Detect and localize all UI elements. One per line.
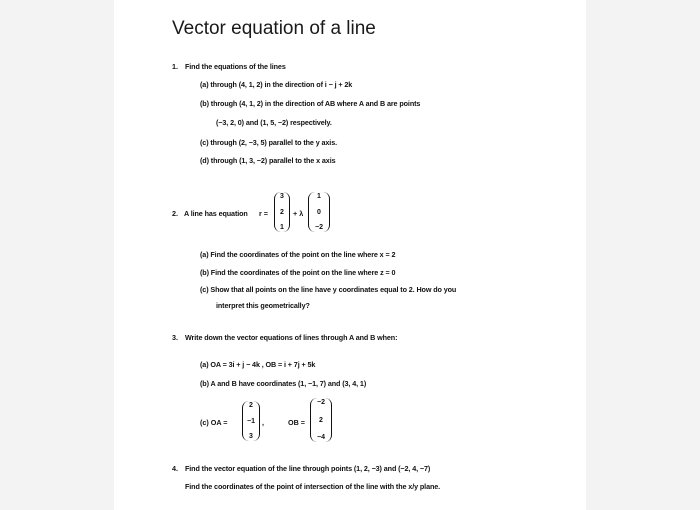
q3-comma: , bbox=[262, 418, 264, 427]
q2-v1-y: 2 bbox=[280, 208, 284, 216]
q2-eq-lhs: r = bbox=[259, 209, 268, 218]
q1-number: 1. bbox=[172, 62, 178, 71]
q4-number: 4. bbox=[172, 464, 178, 473]
q3-part-c-label: (c) OA = bbox=[200, 418, 228, 427]
q2-part-c-cont: interpret this geometrically? bbox=[216, 301, 310, 310]
q1-prompt: Find the equations of the lines bbox=[185, 62, 286, 71]
q3-oa-y: −1 bbox=[247, 417, 255, 425]
q1-part-b: (b) through (4, 1, 2) in the direction of AB where A and B are points bbox=[200, 99, 421, 108]
q2-part-a: (a) Find the coordinates of the point on the line where x = 2 bbox=[200, 250, 396, 259]
q3-oa-vector bbox=[242, 401, 260, 441]
q2-v1-z: 1 bbox=[280, 224, 284, 231]
q2-v1-x: 3 bbox=[280, 193, 284, 200]
q4-line-2: Find the coordinates of the point of intersection of the line with the x/y plane. bbox=[185, 482, 441, 491]
q3-oa-z: 3 bbox=[249, 433, 253, 440]
q2-prompt: A line has equation bbox=[184, 209, 248, 218]
q3-part-a: (a) OA = 3i + j − 4k , OB = i + 7j + 5k bbox=[200, 360, 316, 369]
q3-ob-z: −4 bbox=[317, 434, 325, 441]
q2-part-c: (c) Show that all points on the line have y coordinates equal to 2. How do you bbox=[200, 285, 457, 294]
q2-v2-y: 0 bbox=[317, 208, 321, 216]
q3-ob-y: 2 bbox=[319, 416, 323, 424]
q2-part-b: (b) Find the coordinates of the point on the line where z = 0 bbox=[200, 268, 396, 277]
q3-ob-x: −2 bbox=[317, 399, 325, 406]
q2-v2-x: 1 bbox=[317, 193, 321, 200]
q2-number: 2. bbox=[172, 209, 178, 218]
page-title: Vector equation of a line bbox=[172, 18, 376, 39]
q2-plus-lambda: + λ bbox=[293, 209, 304, 218]
q1-part-b-cont: (−3, 2, 0) and (1, 5, −2) respectively. bbox=[216, 118, 332, 127]
q2-position-vector bbox=[274, 192, 290, 232]
q3-ob-label: OB = bbox=[288, 418, 305, 427]
q1-part-a: (a) through (4, 1, 2) in the direction of i − j + 2k bbox=[200, 80, 353, 89]
q2-v2-z: −2 bbox=[315, 224, 323, 231]
q3-ob-vector bbox=[310, 398, 332, 442]
q1-part-d: (d) through (1, 3, −2) parallel to the x axis bbox=[200, 156, 336, 165]
q2-direction-vector bbox=[308, 192, 330, 232]
q3-part-b: (b) A and B have coordinates (1, −1, 7) and (3, 4, 1) bbox=[200, 379, 367, 388]
q3-oa-x: 2 bbox=[249, 402, 253, 409]
q4-line-1: Find the vector equation of the line through points (1, 2, −3) and (−2, 4, −7) bbox=[185, 464, 431, 473]
q3-prompt: Write down the vector equations of lines through A and B when: bbox=[185, 333, 398, 342]
q3-number: 3. bbox=[172, 333, 178, 342]
q1-part-c: (c) through (2, −3, 5) parallel to the y axis. bbox=[200, 138, 337, 147]
